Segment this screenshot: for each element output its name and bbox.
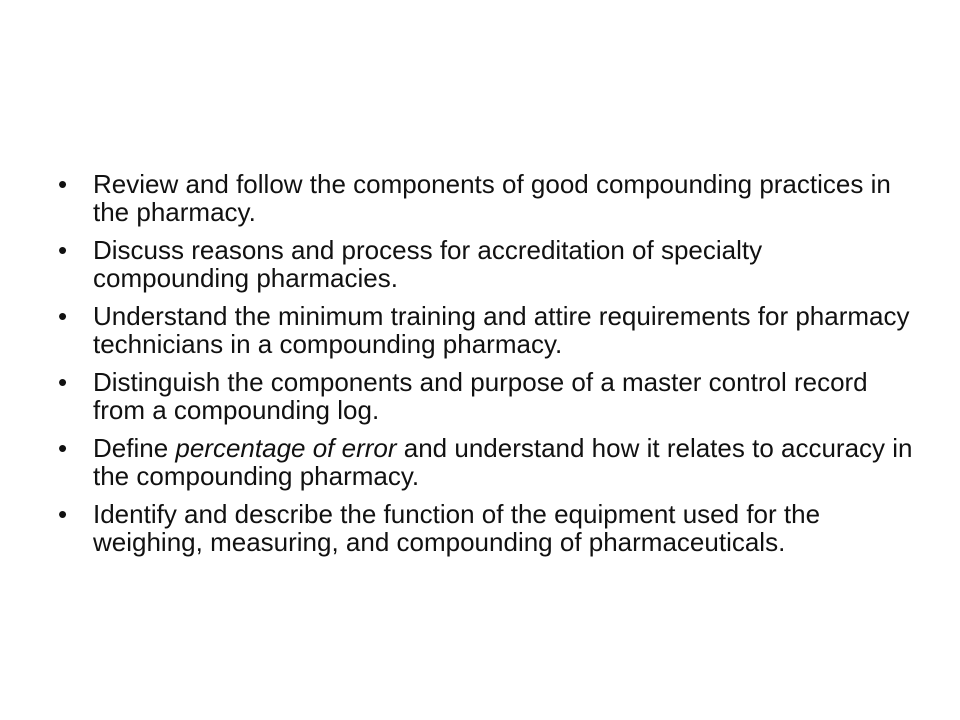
bullet-item — [58, 170, 918, 226]
bullet-text-after: and understand how it relates to accuracy in the compounding pharmacy. — [93, 433, 913, 491]
bullet-marker: • — [58, 301, 68, 331]
bullet-text — [93, 433, 913, 491]
bullet-item — [58, 236, 918, 292]
bullet-marker: • — [58, 433, 68, 463]
bullet-item — [58, 434, 918, 490]
bullet-marker: • — [58, 235, 68, 265]
bullet-marker: • — [58, 367, 68, 397]
bullet-marker: • — [58, 169, 68, 199]
objectives-bullet-list — [58, 170, 918, 566]
bullet-text: Discuss reasons and process for accreditation of specialty compounding pharmacies. — [93, 235, 763, 293]
bullet-item — [58, 500, 918, 556]
bullet-text: Distinguish the components and purpose of a master control record from a compounding log. — [93, 367, 868, 425]
bullet-text: Review and follow the components of good compounding practices in the pharmacy. — [93, 169, 891, 227]
bullet-text-italic-term: percentage of error — [175, 433, 397, 463]
bullet-item — [58, 302, 918, 358]
bullet-text: Identify and describe the function of the equipment used for the weighing, measuring, and compounding of pharmaceuticals. — [93, 499, 821, 557]
bullet-text-before: Define — [93, 433, 176, 463]
bullet-text: Understand the minimum training and attire requirements for pharmacy technicians in a compounding pharmacy. — [93, 301, 910, 359]
bullet-item — [58, 368, 918, 424]
bullet-marker: • — [58, 499, 68, 529]
